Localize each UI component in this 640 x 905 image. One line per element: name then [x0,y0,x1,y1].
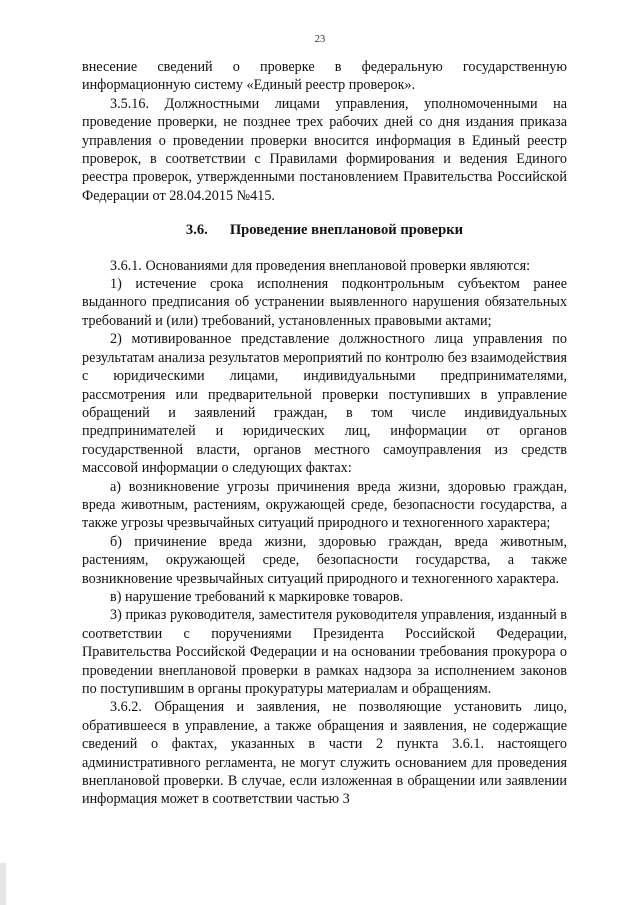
list-item-2: 2) мотивированное представление должностного лица управления по результатам анализа результатов мероприятий по контролю без взаимодействия с юридическими лицами, индивидуальными предпринимателями, рассмотрения или предварительной проверки поступивших в управление обращений и заявлений граждан, в том числе индивидуальных предпринимателей и юридических лиц, информации от органов государственной власти, органов местного самоуправления из средств массовой информации о следующих фактах: [82,331,567,477]
page-number: 23 [314,34,326,45]
list-item-2c: в) нарушение требований к маркировке товаров. [110,588,404,605]
paragraph-3-6-2: 3.6.2. Обращения и заявления, не позволяющие установить лицо, обратившееся в управление, а также обращения и заявления, не содержащие сведений о фактах, указанных в части 2 пункта 3.6.1. настоящего административного регламента, не могут служить основанием для проведения внеплановой проверки. В случае, если изложенная в обращении или заявлении информация может в соответствии частью 3 [82,699,567,808]
list-item-3: 3) приказ руководителя, заместителя руководителя управления, изданный в соответствии с поручениями Президента Российской Федерации, Правительства Российской Федерации и на основании требования прокурора о проведении внеплановой проверки в рамках надзора за исполнением законов по поступившим в органы прокуратуры материалам и обращениям. [82,607,567,697]
list-item-1: 1) истечение срока исполнения подконтрольным субъектом ранее выданного предписания об устранении выявленного нарушения обязательных требований и (или) требований, установленных правовыми актами; [82,276,567,329]
section-heading-number: 3.6. [185,222,208,239]
scan-edge-mark [0,863,6,905]
document-body [82,58,567,809]
paragraph-registry-entry: внесение сведений о проверке в федеральную государственную информационную систему «Единый реестр проверок». [82,59,567,94]
list-item-2a: а) возникновение угрозы причинения вреда жизни, здоровью граждан, вреда животным, растениям, окружающей среде, безопасности государства, а также угрозы чрезвычайных ситуаций природного и техногенного характера; [82,478,567,532]
section-heading-title: Проведение внеплановой проверки [229,222,464,239]
paragraph-3-6-1: 3.6.1. Основаниями для проведения внеплановой проверки являются: [110,257,531,274]
paragraph-3-5-16: 3.5.16. Должностными лицами управления, уполномоченными на проведение проверки, не позднее трех рабочих дней со дня издания приказа управления о проведении проверки вносится информация в Единый реестр проверок, в соответствии с Правилами формирования и ведения Единого реестра проверок, утвержденными постановлением Правительства Российской Федерации от 28.04.2015 №415. [82,95,567,204]
section-heading [82,221,567,239]
list-item-2b: б) причинение вреда жизни, здоровью граждан, вреда животным, растениям, окружающей среде, безопасности государства, а также возникновение чрезвычайных ситуаций природного и техногенного характера. [82,533,567,587]
